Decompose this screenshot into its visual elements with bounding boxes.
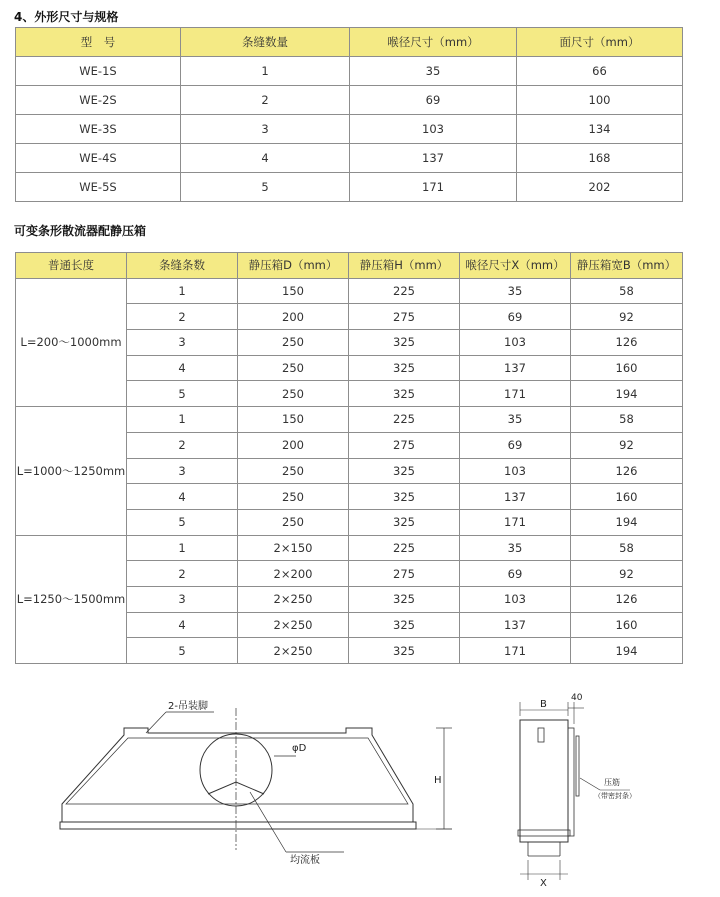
table-cell: 4 [181,144,350,173]
length-range-cell: L=1250～1500mm [16,535,127,663]
table-cell: 92 [571,304,683,330]
table-cell: 160 [571,612,683,638]
table-cell: 137 [460,355,571,381]
table-cell: 69 [460,561,571,587]
table-cell: 2×150 [238,535,349,561]
table-cell: 325 [349,509,460,535]
table-cell: 250 [238,330,349,356]
table-cell: 2×250 [238,612,349,638]
table-cell: 103 [460,458,571,484]
table-cell: 1 [127,407,238,433]
table-cell: 35 [350,57,517,86]
table-cell: 92 [571,432,683,458]
table-cell: 2×200 [238,561,349,587]
table-cell: 103 [350,115,517,144]
table-cell: 69 [460,304,571,330]
column-header: 静压箱D（mm） [238,253,349,279]
table-row [16,407,683,433]
table-cell: 325 [349,381,460,407]
table-cell: 250 [238,509,349,535]
table-cell: 126 [571,330,683,356]
table-cell: 325 [349,330,460,356]
column-header: 条缝数量 [181,28,350,57]
table-cell: 325 [349,484,460,510]
table-cell: 3 [127,586,238,612]
table-cell: 171 [460,509,571,535]
table-cell: 250 [238,484,349,510]
label-throat: X [540,878,547,889]
table-cell: 35 [460,407,571,433]
table-cell: 58 [571,407,683,433]
table-cell: 171 [460,381,571,407]
table-cell: 275 [349,432,460,458]
table-cell: 275 [349,304,460,330]
table-cell: 194 [571,638,683,664]
bottom-flange [60,822,416,829]
column-header: 静压箱宽B（mm） [571,253,683,279]
table-cell: 3 [181,115,350,144]
table-row [16,57,683,86]
table-cell: 325 [349,638,460,664]
table-cell: 2×250 [238,586,349,612]
plenum-front-outline [62,728,413,822]
label-baffle: 均流板 [290,855,320,866]
table-row [16,535,683,561]
table-cell: 250 [238,355,349,381]
table-cell: 2 [127,561,238,587]
table-cell: 92 [571,561,683,587]
technical-drawing [0,680,720,897]
label-diameter: φD [292,743,307,754]
table-cell: 35 [460,535,571,561]
table-cell: 250 [238,381,349,407]
table-cell: 225 [349,535,460,561]
table-cell: 150 [238,407,349,433]
plenum-inner-outline [66,738,408,804]
table-cell: 275 [349,561,460,587]
length-range-cell: L=1000～1250mm [16,407,127,535]
table-cell: 103 [460,586,571,612]
table-cell: 100 [517,86,683,115]
column-header: 喉径尺寸X（mm） [460,253,571,279]
table-row [16,144,683,173]
dimensions-table [15,27,683,202]
table-cell: 1 [127,535,238,561]
table-cell: WE-3S [16,115,181,144]
table-cell: 200 [238,304,349,330]
table-cell: 2×250 [238,638,349,664]
label-hanger: 2-吊装脚 [168,701,208,712]
table-cell: 5 [127,509,238,535]
table-cell: 200 [238,432,349,458]
table-cell: 4 [127,612,238,638]
table-cell: 3 [127,458,238,484]
side-bottom-flange [518,830,570,836]
table-cell: 5 [127,381,238,407]
table-cell: 35 [460,278,571,304]
table-row [16,278,683,304]
section-title-dimensions: 4、外形尺寸与规格 [14,10,119,24]
hanger-tab [538,728,544,742]
table-cell: 103 [460,330,571,356]
column-header: 型 号 [16,28,181,57]
plenum-table [15,252,683,664]
side-view-flange [568,728,574,836]
table-cell: 134 [517,115,683,144]
table-cell: 250 [238,458,349,484]
table-cell: 2 [181,86,350,115]
table-cell: 4 [127,355,238,381]
table-cell: 171 [460,638,571,664]
table-cell: 137 [460,484,571,510]
table-cell: 2 [127,304,238,330]
table-cell: WE-5S [16,173,181,202]
label-seal-strip-note: （带密封条） [594,792,636,800]
table-cell: 3 [127,330,238,356]
seal-strip [576,736,579,796]
column-header: 普通长度 [16,253,127,279]
table-cell: 325 [349,355,460,381]
table-cell: 325 [349,458,460,484]
table-cell: 126 [571,586,683,612]
label-seal-strip: 压筋 [604,778,620,787]
table-cell: 66 [517,57,683,86]
column-header: 面尺寸（mm） [517,28,683,57]
table-cell: 160 [571,484,683,510]
table-cell: 194 [571,509,683,535]
table-header-row [16,28,683,57]
table-cell: 325 [349,586,460,612]
column-header: 喉径尺寸（mm） [350,28,517,57]
table-cell: 1 [127,278,238,304]
table-cell: WE-4S [16,144,181,173]
table-cell: 225 [349,278,460,304]
table-cell: 160 [571,355,683,381]
table-cell: 126 [571,458,683,484]
table-cell: 168 [517,144,683,173]
table-row [16,115,683,144]
label-40: 40 [571,693,583,703]
table-header-row [16,253,683,279]
table-cell: 69 [350,86,517,115]
table-cell: 69 [460,432,571,458]
length-range-cell: L=200～1000mm [16,278,127,406]
table-cell: 5 [127,638,238,664]
table-row [16,173,683,202]
label-width: B [540,699,547,710]
table-cell: 4 [127,484,238,510]
table-cell: 58 [571,278,683,304]
table-cell: 194 [571,381,683,407]
hanger-leader [146,712,166,733]
table-cell: 5 [181,173,350,202]
table-cell: 225 [349,407,460,433]
table-cell: 202 [517,173,683,202]
table-cell: 325 [349,612,460,638]
table-cell: 150 [238,278,349,304]
table-cell: 137 [350,144,517,173]
section-title-plenum: 可变条形散流器配静压箱 [14,224,147,238]
table-row [16,86,683,115]
table-cell: 171 [350,173,517,202]
table-cell: WE-1S [16,57,181,86]
table-cell: WE-2S [16,86,181,115]
column-header: 静压箱H（mm） [349,253,460,279]
table-cell: 137 [460,612,571,638]
column-header: 条缝条数 [127,253,238,279]
table-cell: 58 [571,535,683,561]
table-cell: 1 [181,57,350,86]
table-cell: 2 [127,432,238,458]
label-height: H [434,775,442,786]
